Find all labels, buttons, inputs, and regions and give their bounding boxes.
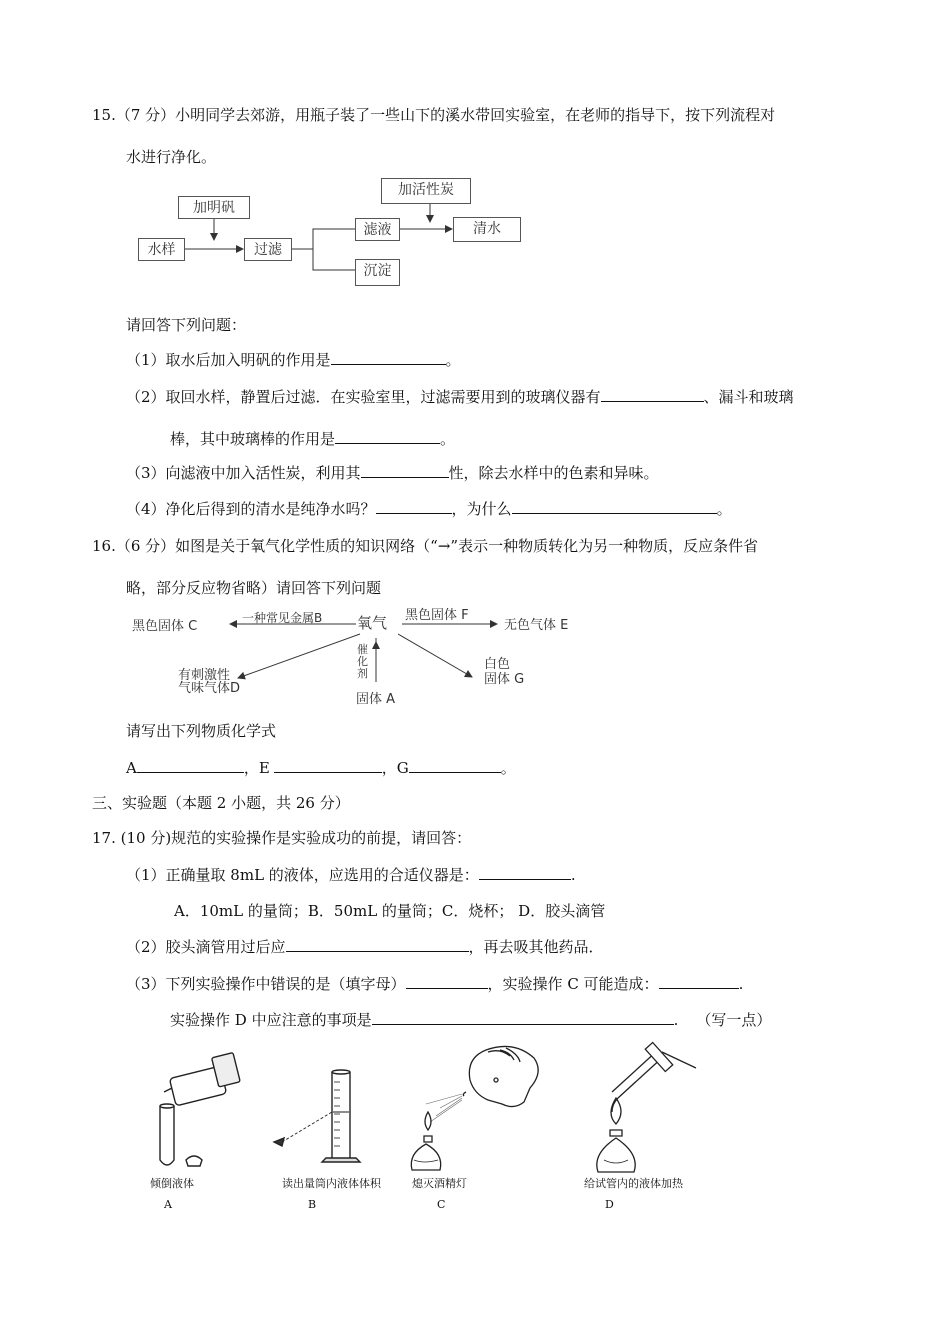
q15-prompt: 请回答下列问题： [126,316,247,334]
flow-filtrate-box: 滤液 [355,218,400,241]
caption-a: 倾倒液体 [150,1177,194,1190]
q15-sub1-end: 。 [445,351,461,369]
q16-prompt: 请写出下列物质化学式 [126,722,277,740]
white-g-line1: 白色 [484,657,511,672]
node-solid-a: 固体 A [356,692,396,707]
blowing-lamp-illustration [411,1046,538,1170]
label-black-solid-f: 黑色固体 F [405,608,469,623]
label-metal-b: 一种常见金属B [242,611,323,625]
q16-line2: 略，部分反应物省略）请回答下列问题 [126,579,382,597]
flow-alum-box: 加明矾 [178,196,250,219]
q17-line1: 17. (10 分)规范的实验操作是实验成功的前提，请回答： [92,829,472,847]
letter-b: B [308,1198,317,1211]
flow-clean-water-box: 清水 [453,217,521,242]
q17-sub2-text2: ，再去吸其他药品． [468,938,604,956]
letter-d: D [605,1198,614,1211]
q17-sub3-text3: 实验操作 D 中应注意的事项是 [170,1011,372,1029]
q15-sub1-text: （1）取水后加入明矾的作用是 [126,351,331,369]
q15-sub4-end: 。 [716,500,732,518]
caption-d: 给试管内的液体加热 [584,1177,683,1190]
q17-sub3-text2: ，实验操作 C 可能造成： [487,975,659,993]
cylinder-illustration [274,1070,360,1162]
q15-sub3-text2: 性，除去水样中的色素和异味。 [448,464,659,482]
q17-sub1-end: . [570,866,576,884]
q15-line2: 水进行净化。 [126,148,217,166]
q15-sub4-text: （4）净化后得到的清水是纯净水吗？ [126,500,376,518]
caption-c: 熄灭酒精灯 [412,1177,467,1190]
flow-filter-box: 过滤 [244,238,292,261]
gas-d-line1: 有刺激性 [178,668,231,683]
q16-e-label: ，E [243,759,270,777]
section3-heading: 三、实验题（本题 2 小题，共 26 分） [92,794,350,812]
q15-sub4-text2: ，为什么 [451,500,512,518]
caption-b: 读出量筒内液体体积 [282,1177,381,1190]
q15-sub2-text2: 、漏斗和玻璃 [703,388,794,406]
q15-line1: 15.（7 分）小明同学去郊游，用瓶子装了一些山下的溪水带回实验室，在老师的指导下，按下列流程对 [92,106,776,124]
q16-a-label: A [126,759,137,777]
q17-sub3-dot: . [738,975,744,993]
q15-sub2-text: （2）取回水样，静置后过滤．在实验室里，过滤需要用到的玻璃仪器有 [126,388,601,406]
node-gas-e: 无色气体 E [504,618,569,633]
q15-sub2-text3: 棒，其中玻璃棒的作用是 [170,430,336,448]
q16-line1: 16.（6 分）如图是关于氧气化学性质的知识网络（“→”表示一种物质转化为另一种物质，反应条件省 [92,537,759,555]
q17-sub3-text: （3）下列实验操作中错误的是（填字母） [126,975,406,993]
gas-d-line2: 气味气体D [178,681,241,696]
q17-options: A．10mL 的量筒；B．50mL 的量筒；C．烧杯； D．胶头滴管 [174,902,606,920]
letter-c: C [437,1198,446,1211]
q17-sub3-note: （写一点） [696,1011,772,1029]
white-g-line2: 固体 G [484,672,525,687]
node-oxygen: 氧气 [357,614,388,632]
pouring-illustration [160,1053,240,1166]
flow-carbon-box: 加活性炭 [381,178,471,204]
node-black-solid-c: 黑色固体 C [132,619,198,634]
flow-sample-box: 水样 [138,238,185,261]
q15-sub2-end: 。 [440,430,456,448]
heating-illustration [597,1043,696,1172]
q15-sub3-text: （3）向滤液中加入活性炭，利用其 [126,464,361,482]
q17-sub1-text: （1）正确量取 8mL 的液体，应选用的合适仪器是： [126,866,479,884]
q17-sub3-dot2: . [673,1011,679,1029]
q16-end: 。 [500,759,516,777]
label-catalyst: 催化剂 [357,643,368,680]
q17-sub2-text: （2）胶头滴管用过后应 [126,938,286,956]
letter-a: A [164,1198,172,1211]
flow-precipitate-box: 沉淀 [355,259,400,286]
q16-g-label: ，G [381,759,409,777]
